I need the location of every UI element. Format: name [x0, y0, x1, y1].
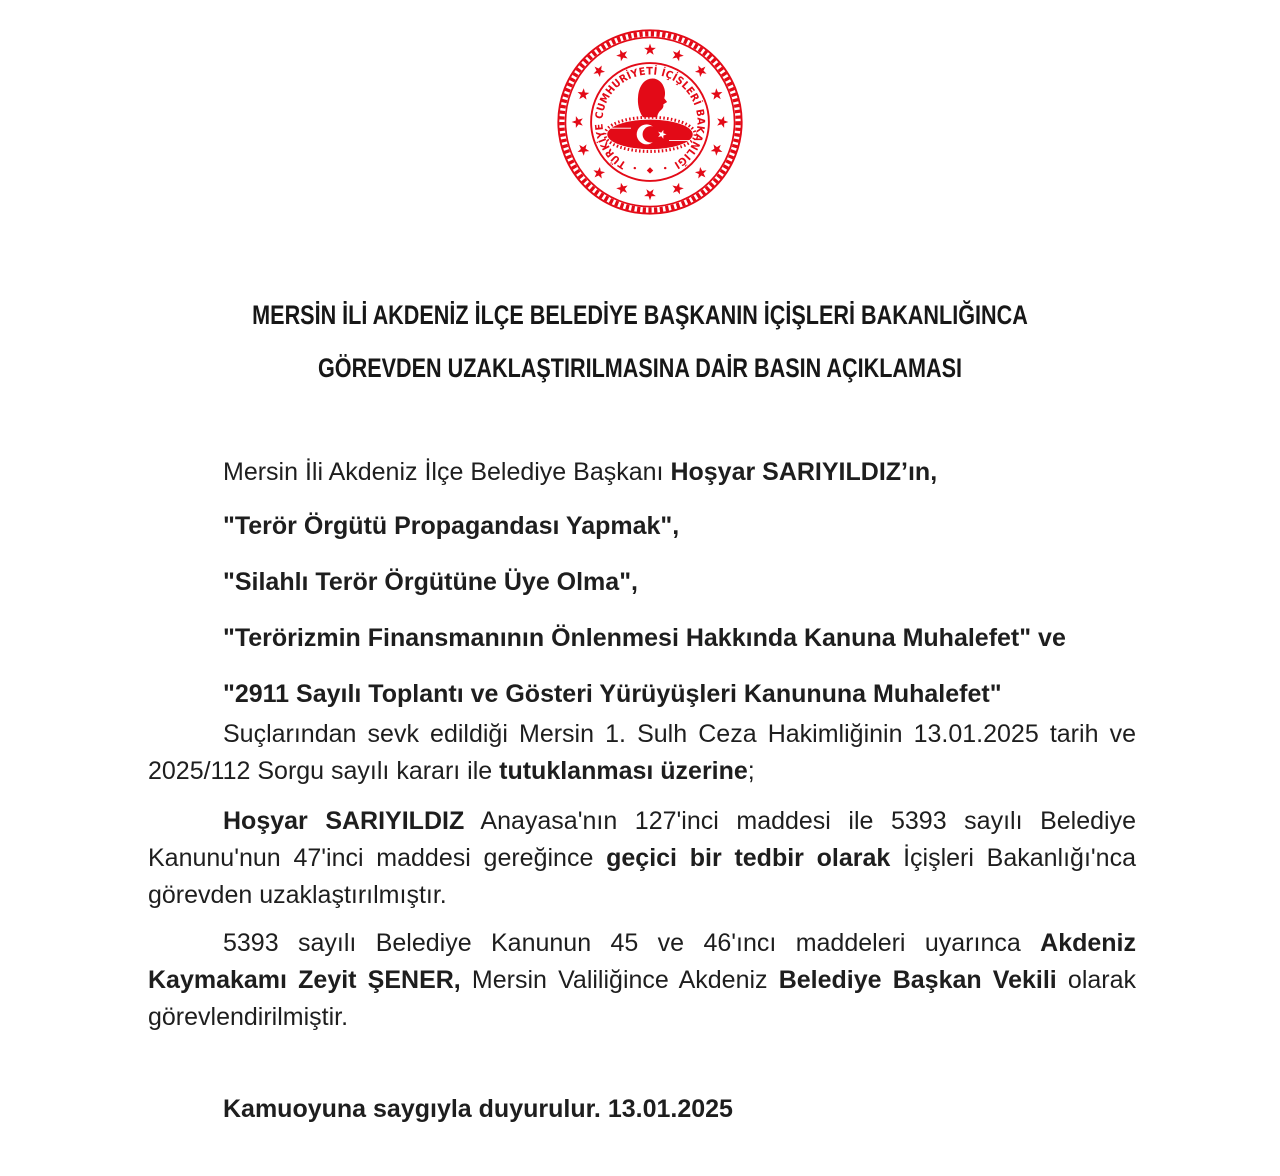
closing-line — [148, 1091, 1136, 1128]
appointment-line-3 — [148, 999, 1136, 1036]
appointment-paragraph — [148, 925, 1136, 1036]
charge-line-4 — [148, 676, 1136, 713]
mayor-name: Hoşyar SARIYILDIZ — [223, 807, 465, 835]
title-line-1: MERSİN İLİ AKDENİZ İLÇE BELEDİYE BAŞKANIN İÇİŞLERİ BAKANLIĞINCA — [252, 300, 1028, 330]
seal-ring-text: TÜRKİYE CUMHURİYETİ İÇİŞLERİ BAKANLIĞI — [593, 65, 707, 172]
title-line-2: GÖREVDEN UZAKLAŞTIRILMASINA DAİR BASIN AÇIKLAMASI — [318, 353, 962, 383]
mayor-name: Hoşyar SARIYILDIZ’ın, — [670, 458, 938, 486]
text-run-bold: geçici bir tedbir olarak — [606, 844, 891, 872]
appointment-line-1 — [148, 925, 1136, 962]
charge-line-1 — [148, 508, 1136, 545]
text-run: Kanunu'nun 47'inci maddesi gereğince — [148, 844, 607, 872]
text-run: Mersin Valiliğince Akdeniz — [460, 966, 779, 994]
document-title — [0, 289, 1280, 395]
detention-paragraph — [148, 716, 1136, 790]
charge-line-3 — [148, 620, 1136, 657]
closing-text: Kamuoyuna saygıyla duyurulur. 13.01.2025 — [223, 1095, 733, 1123]
detention-line-2 — [148, 753, 1136, 790]
charge-text: "Silahlı Terör Örgütüne Üye Olma", — [223, 568, 638, 596]
text-run: ; — [747, 757, 755, 785]
ministry-seal-icon — [555, 27, 745, 217]
crescent-star-icon — [605, 117, 695, 151]
text-run: olarak — [1056, 966, 1137, 994]
deputy-name: Kaymakamı Zeyit ŞENER, — [148, 966, 461, 994]
text-run: Anayasa'nın 127'inci maddesi ile 5393 sayılı Belediye — [464, 807, 1136, 835]
text-run-bold: Akdeniz — [1040, 929, 1136, 957]
charge-text: "2911 Sayılı Toplantı ve Gösteri Yürüyüşleri Kanununa Muhalefet" — [223, 680, 1002, 708]
charge-text: "Terör Örgütü Propagandası Yapmak", — [223, 512, 680, 540]
suspension-line-2 — [148, 840, 1136, 877]
seal-bottom-separator — [634, 167, 667, 174]
text-run-bold: tutuklanması üzerine — [499, 757, 748, 785]
intro-line — [148, 454, 1136, 491]
appointment-line-2 — [148, 962, 1136, 999]
charge-text: "Terörizmin Finansmanının Önlenmesi Hakkında Kanuna Muhalefet" ve — [223, 624, 1066, 652]
text-run: İçişleri Bakanlığı'nca — [890, 844, 1136, 872]
text-run: Mersin İli Akdeniz İlçe Belediye Başkanı — [223, 458, 671, 486]
ministry-seal — [555, 27, 745, 217]
suspension-line-3 — [148, 877, 1136, 914]
intro-paragraph — [148, 454, 1136, 491]
detention-line-1 — [148, 716, 1136, 753]
text-run: 5393 sayılı Belediye Kanunun 45 ve 46'ıncı maddeleri uyarınca — [223, 929, 1041, 957]
suspension-paragraph — [148, 803, 1136, 914]
suspension-line-1 — [148, 803, 1136, 840]
text-run: görevden uzaklaştırılmıştır. — [148, 881, 447, 909]
text-run: görevlendirilmiştir. — [148, 1003, 349, 1031]
text-run: Suçlarından sevk edildiği Mersin 1. Sulh Ceza Hakimliğinin 13.01.2025 tarih ve — [223, 720, 1136, 748]
text-run-bold: Belediye Başkan Vekili — [778, 966, 1057, 994]
charge-line-2 — [148, 564, 1136, 601]
text-run: 2025/112 Sorgu sayılı kararı ile — [148, 757, 500, 785]
ataturk-silhouette-icon — [638, 79, 667, 118]
